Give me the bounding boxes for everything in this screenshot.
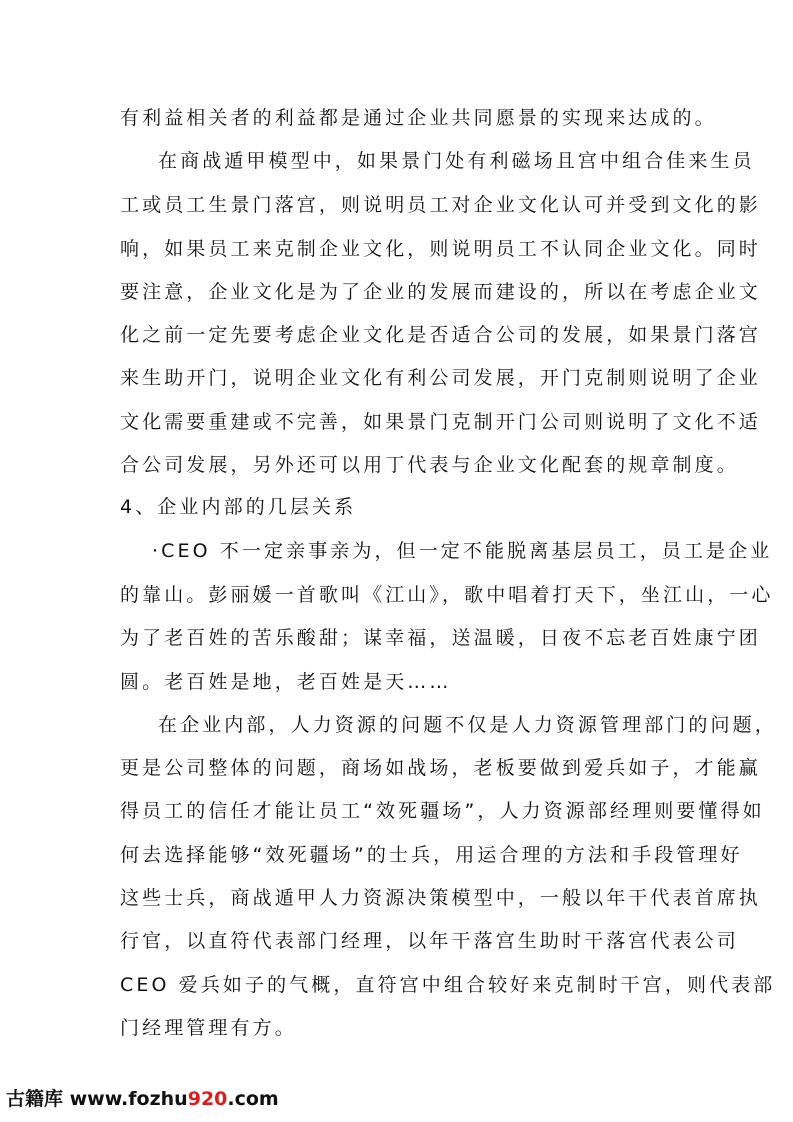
- paragraph-line: 这些士兵，商战遁甲人力资源决策模型中，一般以年干代表首席执: [120, 887, 761, 909]
- paragraph-line: CEO 爱兵如子的气概，直符宫中组合较好来克制时干宫，则代表部: [120, 974, 776, 996]
- paragraph-line: 门经理管理有方。: [120, 1017, 297, 1039]
- paragraph-line: 为了老百姓的苦乐酸甜；谋幸福，送温暖，日夜不忘老百姓康宁团: [120, 627, 761, 649]
- paragraph-line: 要注意，企业文化是为了企业的发展而建设的，所以在考虑企业文: [120, 281, 761, 303]
- paragraph-line: 行官，以直符代表部门经理，以年干落宫生助时干落宫代表公司: [120, 930, 739, 952]
- paragraph-line: 响，如果员工来克制企业文化，则说明员工不认同企业文化。同时: [120, 238, 761, 260]
- paragraph-line: 来生助开门，说明企业文化有利公司发展，开门克制则说明了企业: [120, 367, 761, 389]
- paragraph-line: 化之前一定先要考虑企业文化是否适合公司的发展，如果景门落宫: [120, 324, 761, 346]
- paragraph-line: 的靠山。彭丽媛一首歌叫《江山》，歌中唱着打天下，坐江山，一心: [120, 584, 774, 606]
- paragraph-line: 文化需要重建或不完善，如果景门克制开门公司则说明了文化不适: [120, 411, 761, 433]
- site-watermark: [6, 1086, 279, 1112]
- paragraph-line: 合公司发展，另外还可以用丁代表与企业文化配套的规章制度。: [120, 454, 739, 476]
- section-heading: 4、企业内部的几层关系: [120, 496, 357, 518]
- watermark-prefix: 古籍库 www.fozhu: [6, 1088, 188, 1110]
- watermark-suffix: .com: [227, 1088, 279, 1110]
- paragraph-line: 在商战遁甲模型中，如果景门处有利磁场且宫中组合佳来生员: [158, 150, 755, 172]
- paragraph-line: 得员工的信任才能让员工“效死疆场”，人力资源部经理则要懂得如: [120, 800, 765, 822]
- watermark-number: 920: [187, 1088, 228, 1110]
- paragraph-line: 工或员工生景门落宫，则说明员工对企业文化认可并受到文化的影: [120, 194, 761, 216]
- paragraph-line: ·CEO 不一定亲事亲为，但一定不能脱离基层员工，员工是企业: [152, 540, 773, 562]
- paragraph-line: 更是公司整体的问题，商场如战场，老板要做到爱兵如子，才能赢: [120, 757, 761, 779]
- paragraph-line: 圆。老百姓是地，老百姓是天……: [120, 671, 452, 693]
- paragraph-line: 在企业内部，人力资源的问题不仅是人力资源管理部门的问题，: [158, 714, 777, 736]
- paragraph-line: 有利益相关者的利益都是通过企业共同愿景的实现来达成的。: [120, 107, 717, 129]
- paragraph-line: 何去选择能够“效死疆场”的士兵，用运合理的方法和手段管理好: [120, 844, 743, 866]
